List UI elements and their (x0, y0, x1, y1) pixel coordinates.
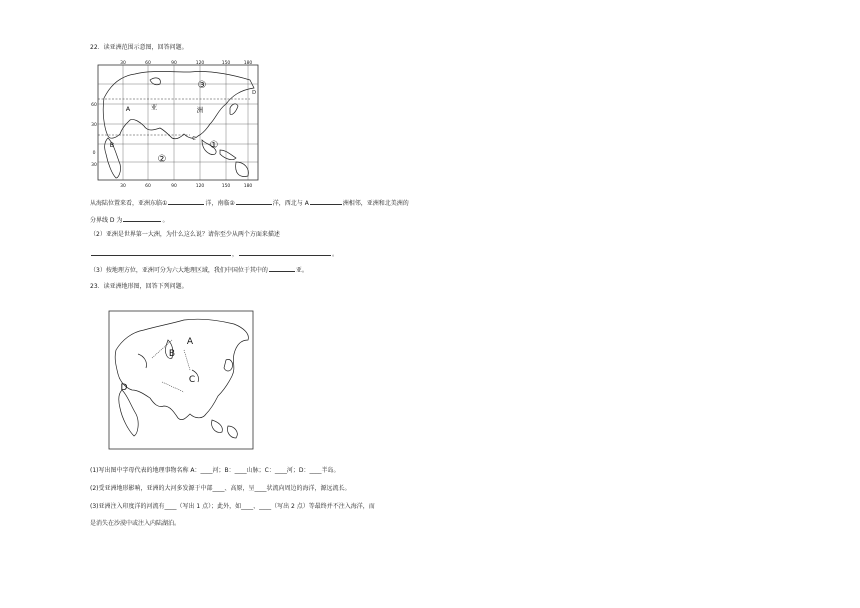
q23-line4: 是消失在沙漠中或注入内陆湖泊。 (90, 520, 181, 527)
q23-line2: (2)受亚洲地形影响，亚洲的大河多发源于中部____、高原，呈____状流向周边的海洋，源远流长。 (90, 485, 351, 492)
map-label-a: A (125, 105, 131, 113)
map-marker-2: ② (157, 154, 167, 165)
q23-line1: (1)写出图中字母代表的地理事物名称 A：____河；B：____山脉；C：____河；D：____半岛。 (90, 467, 340, 474)
left-tick-3: 30 (91, 163, 97, 168)
q22-heading: 22．读亚洲范围示意图，回答问题。 (90, 44, 188, 51)
top-tick-3: 120 (195, 61, 205, 66)
q22-line3: （2）亚洲是世界第一大洲，为什么这么说？请你至少从两个方面来描述 (90, 231, 280, 238)
bottom-tick-3: 120 (195, 184, 205, 188)
map-marker-1: ① (209, 140, 219, 151)
top-tick-0: 30 (120, 61, 126, 66)
q22-line5: （3）按地理方位，亚洲可分为六大地理区域，我们中国位于其中的 亚。 (90, 267, 308, 274)
top-tick-1: 60 (145, 61, 151, 66)
q22-line1: 从海陆位置来看，亚洲东临① 洋，南临② 洋，西北与 A 洲相邻，亚洲和北美洲的 (90, 200, 409, 207)
bottom-tick-1: 60 (145, 184, 151, 188)
q22-line2: 分界线 D 为 。 (90, 217, 169, 224)
terrain-label-d: D (120, 383, 128, 393)
map-label-c: C (192, 136, 196, 142)
map-label-b: B (109, 141, 115, 149)
top-tick-4: 150 (221, 61, 231, 66)
q23-heading: 23．读亚洲地形图，回答下列问题。 (90, 283, 188, 290)
bottom-tick-4: 150 (221, 184, 231, 188)
left-tick-1: 30 (91, 123, 97, 128)
q23-line3: (3)亚洲注入印度洋的河流有____（写出 1 点）；此外，如____、____（写出 2 点）等最终并不注入海洋，而 (90, 503, 375, 510)
bottom-tick-0: 30 (120, 184, 126, 188)
left-tick-2: 0 (92, 151, 96, 156)
bottom-tick-5: 180 (243, 184, 253, 188)
terrain-label-a: A (186, 337, 194, 347)
map-label-d: D (252, 90, 256, 96)
top-tick-2: 90 (171, 61, 177, 66)
asia-terrain-map (108, 310, 254, 450)
q22-line4: ， 。 (90, 249, 338, 259)
map-label-continent: 洲 (196, 106, 204, 114)
top-tick-5: 180 (243, 61, 253, 66)
bottom-tick-2: 90 (171, 184, 177, 188)
terrain-label-c: C (188, 375, 196, 385)
asia-range-map (90, 58, 265, 188)
left-tick-0: 60 (91, 103, 97, 108)
map-marker-3: ③ (197, 80, 207, 91)
terrain-label-b: B (168, 349, 176, 359)
map-label-asia: 亚 (150, 103, 158, 111)
